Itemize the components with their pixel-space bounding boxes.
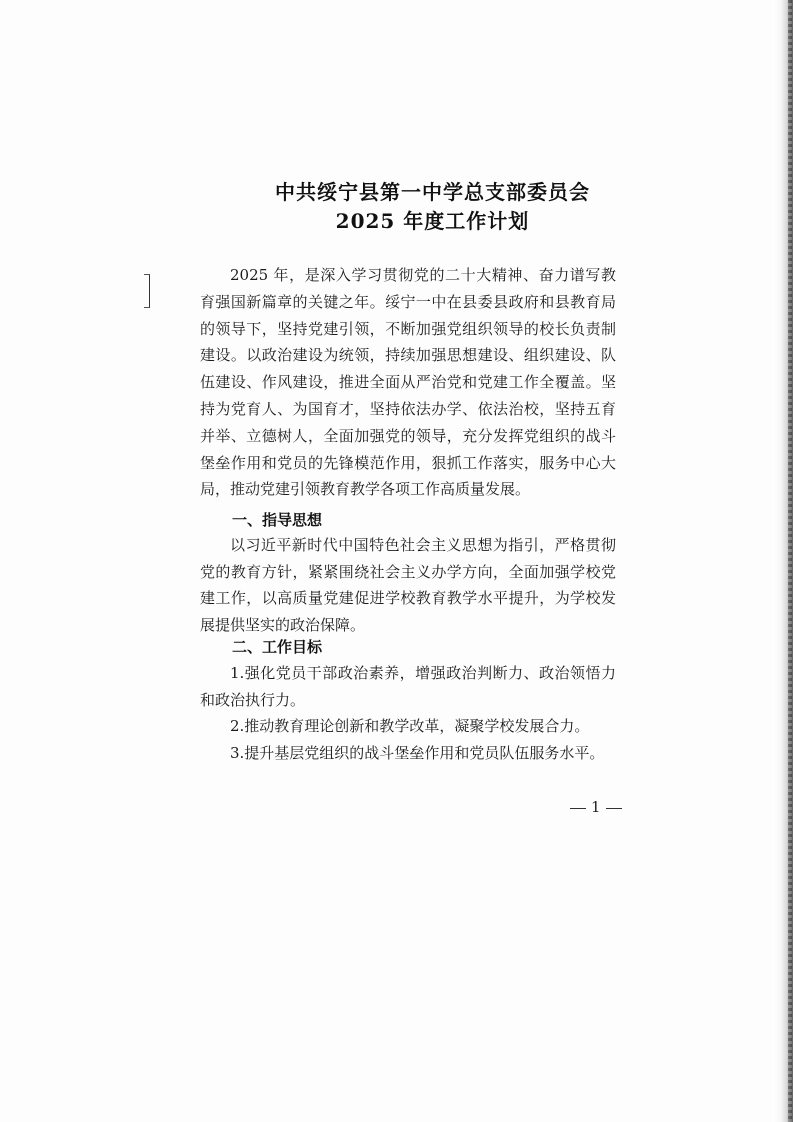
section-body-guiding-ideology: 以习近平新时代中国特色社会主义思想为指引，严格贯彻党的教育方针，紧紧围绕社会主义办学方向，全面加强学校党建工作，以高质量党建促进学校教育教学水平提升，为学校发展提供坚实的政治保障。	[200, 536, 616, 634]
goal-item: 3.提升基层党组织的战斗堡垒作用和党员队伍服务水平。	[230, 744, 605, 762]
page-number-dash-left	[570, 808, 586, 809]
goal-item: 2.推动教育理论创新和教学改革，凝聚学校发展合力。	[230, 717, 590, 735]
goal-item: 1.强化党员干部政治素养，增强政治判断力、政治领悟力和政治执行力。	[200, 664, 616, 709]
intro-paragraph: 2025 年，是深入学习贯彻党的二十大精神、奋力谱写教育强国新篇章的关键之年。绥宁一中在县委县政府和县教育局的领导下，坚持党建引领，不断加强党组织领导的校长负责制建设。以政治建设为统领，持续加强思想建设、组织建设、队伍建设、作风建设，推进全面从严治党和党建工作全覆盖。坚持为党育人、为国育才，坚持依法办学、依法治校，坚持五育并举、立德树人，全面加强党的领导，充分发挥党组织的战斗堡垒作用和党员的先锋模范作用，狠抓工作落实，服务中心大局，推动党建引领教育教学各项工作高质量发展。	[200, 266, 616, 499]
document-subtitle: 2025 年度工作计划	[335, 209, 530, 233]
page-number-dash-right	[606, 808, 622, 809]
scan-edge-dots	[788, 0, 792, 1122]
document-title: 中共绥宁县第一中学总支部委员会	[275, 180, 590, 204]
page-number-value: 1	[591, 798, 601, 816]
section-heading-guiding-ideology: 一、指导思想	[232, 511, 323, 529]
section-heading-work-goals: 二、工作目标	[232, 638, 323, 656]
binding-bracket-mark	[144, 274, 150, 308]
page-number	[565, 798, 627, 816]
